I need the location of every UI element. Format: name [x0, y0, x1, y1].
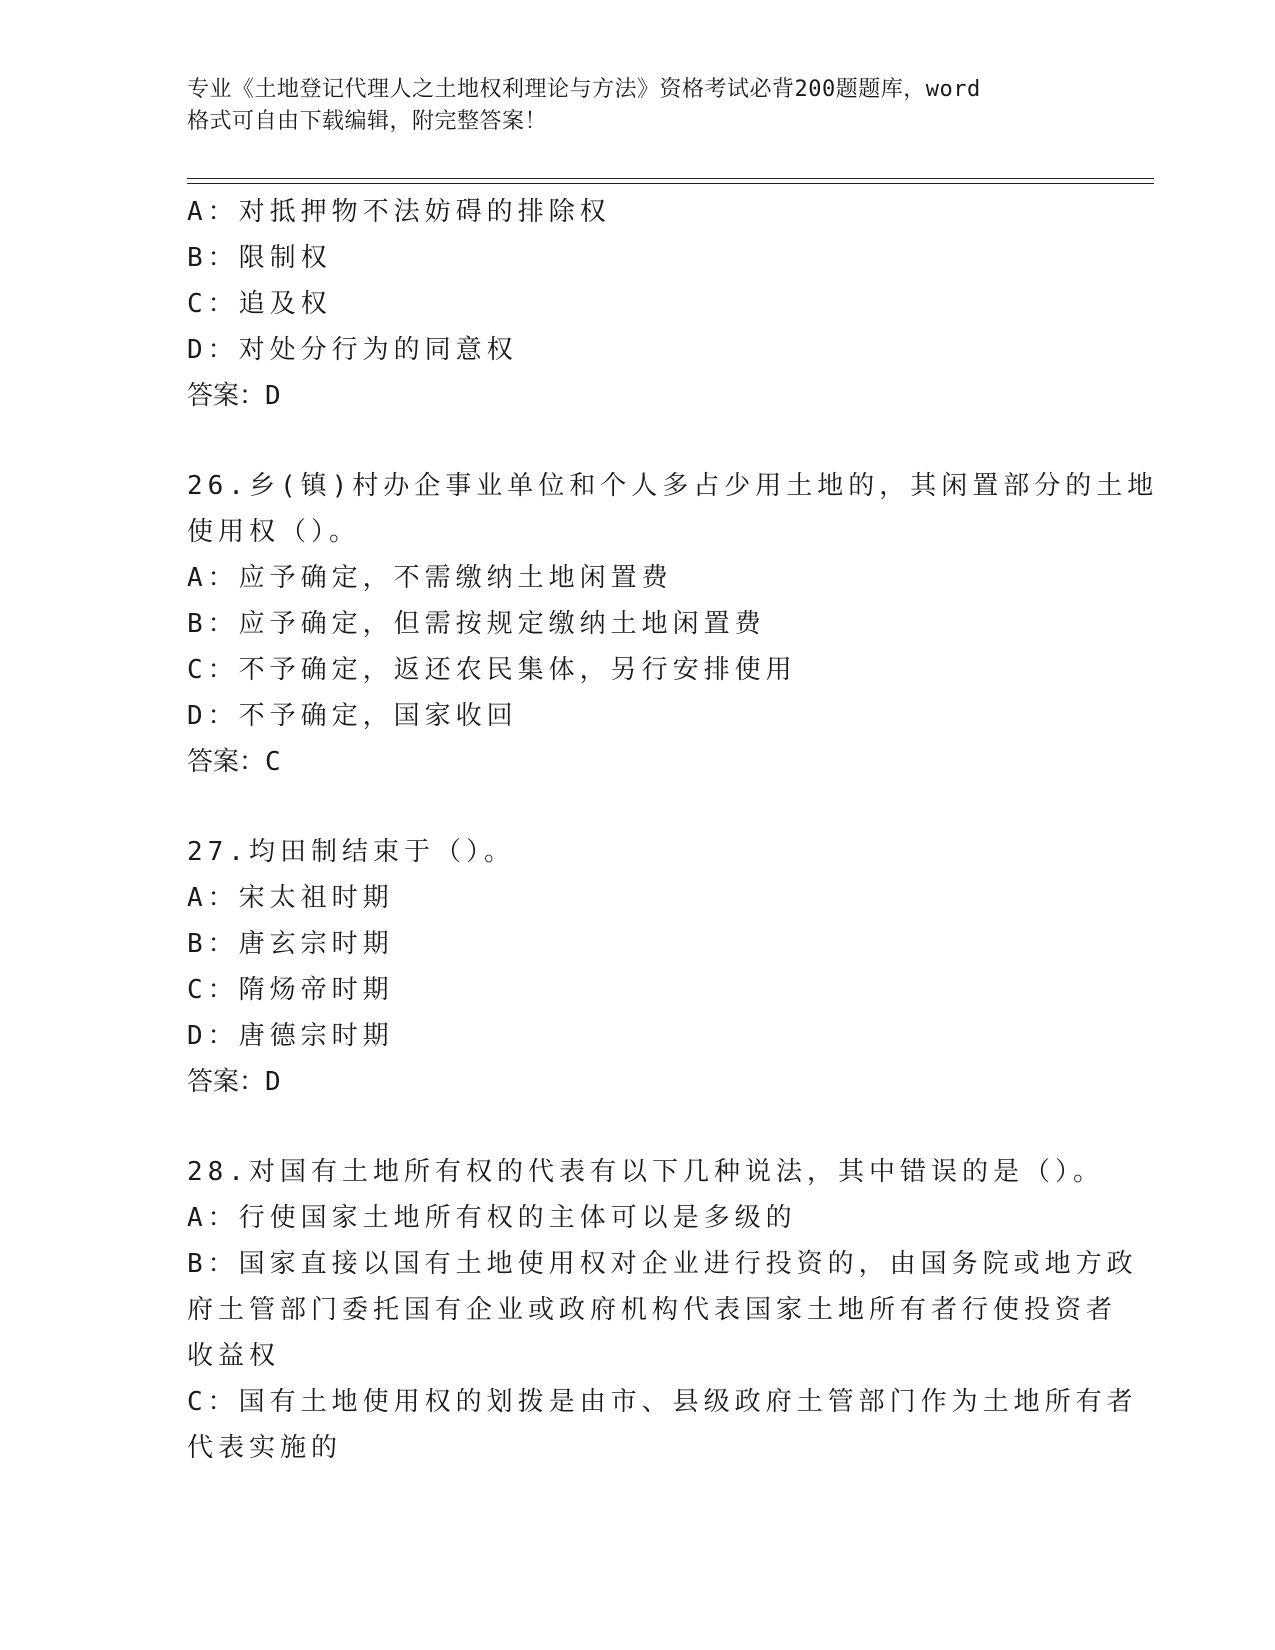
header-divider-bottom	[187, 183, 1154, 184]
option-c-continued: 代表实施的	[187, 1433, 343, 1463]
option-b: B：唐玄宗时期	[187, 929, 394, 959]
header-divider-top	[187, 178, 1154, 179]
question-stem-continued: 使用权（）。	[187, 517, 361, 547]
option-b: B：应予确定，但需按规定缴纳土地闲置费	[187, 609, 766, 639]
answer-line: 答案：C	[187, 747, 281, 777]
option-c: C：隋炀帝时期	[187, 975, 394, 1005]
question-list	[187, 189, 1159, 1471]
option-b: B：国家直接以国有土地使用权对企业进行投资的，由国务院或地方政	[187, 1249, 1138, 1279]
header-title-line-1: 专业《土地登记代理人之土地权利理论与方法》资格考试必背200题题库，word	[187, 77, 981, 102]
question-28	[187, 1149, 1138, 1471]
option-a: A：宋太祖时期	[187, 883, 394, 913]
option-b-continued: 府土管部门委托国有企业或政府机构代表国家土地所有者行使投资者	[187, 1295, 1118, 1325]
option-a: A：应予确定，不需缴纳土地闲置费	[187, 563, 673, 593]
answer-line: 答案：D	[187, 381, 281, 411]
option-b: B：限制权	[187, 243, 332, 273]
header-title-line-2: 格式可自由下载编辑，附完整答案！	[187, 109, 548, 134]
question-25	[187, 189, 1107, 419]
question-27	[187, 829, 1107, 1105]
option-d: D：唐德宗时期	[187, 1021, 394, 1051]
option-c: C：国有土地使用权的划拨是由市、县级政府土管部门作为土地所有者	[187, 1387, 1138, 1417]
option-c: C：不予确定，返还农民集体，另行安排使用	[187, 655, 797, 685]
question-stem: 27.均田制结束于（）。	[187, 837, 515, 867]
answer-line: 答案：D	[187, 1067, 281, 1097]
option-a: A：行使国家土地所有权的主体可以是多级的	[187, 1203, 797, 1233]
question-stem: 26.乡(镇)村办企事业单位和个人多占少用土地的，其闲置部分的土地	[187, 471, 1159, 501]
question-stem: 28.对国有土地所有权的代表有以下几种说法，其中错误的是（）。	[187, 1157, 1104, 1187]
document-header	[187, 74, 1067, 138]
option-d: D：对处分行为的同意权	[187, 335, 518, 365]
question-26	[187, 463, 1159, 785]
option-c: C：追及权	[187, 289, 332, 319]
option-b-continued: 收益权	[187, 1341, 281, 1371]
option-d: D：不予确定，国家收回	[187, 701, 518, 731]
option-a: A：对抵押物不法妨碍的排除权	[187, 197, 611, 227]
